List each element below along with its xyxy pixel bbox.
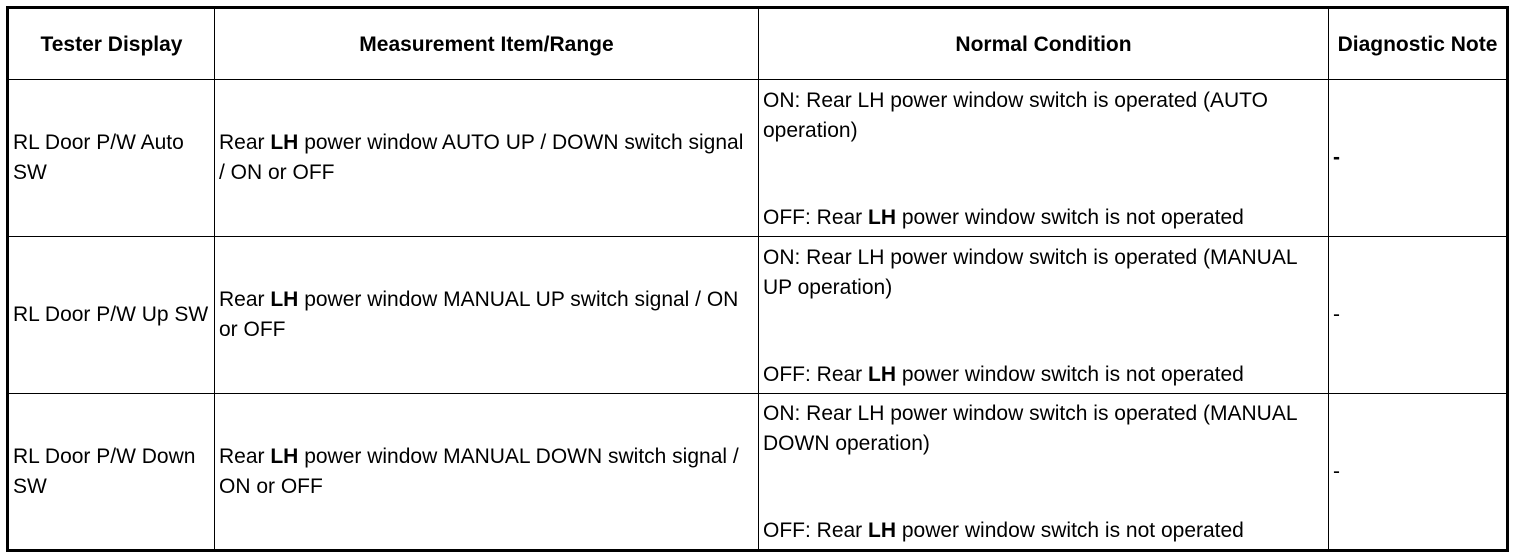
data-table xyxy=(6,6,1509,552)
cell-measurement: Rear LH power window MANUAL UP switch signal / ON or OFF xyxy=(215,237,759,394)
cell-tester-display: RL Door P/W Up SW xyxy=(8,237,215,394)
table-row xyxy=(8,80,1508,237)
cell-tester-display: RL Door P/W Down SW xyxy=(8,394,215,551)
header-row xyxy=(8,8,1508,80)
condition-on: ON: Rear LH power window switch is operated (MANUAL UP operation) xyxy=(763,245,1297,299)
condition-off: OFF: Rear LH power window switch is not operated xyxy=(763,519,1244,542)
condition-on: ON: Rear LH power window switch is operated (AUTO operation) xyxy=(763,88,1268,142)
cell-tester-display: RL Door P/W Auto SW xyxy=(8,80,215,237)
condition-off: OFF: Rear LH power window switch is not operated xyxy=(763,362,1244,386)
cell-normal-condition xyxy=(759,80,1329,237)
cell-normal-condition xyxy=(759,394,1329,551)
header-diagnostic-note: Diagnostic Note xyxy=(1329,8,1508,80)
header-measurement: Measurement Item/Range xyxy=(215,8,759,80)
table-row xyxy=(8,394,1508,551)
cell-measurement: Rear LH power window AUTO UP / DOWN switch signal / ON or OFF xyxy=(215,80,759,237)
cell-diagnostic-note: - xyxy=(1329,394,1508,551)
header-normal-condition: Normal Condition xyxy=(759,8,1329,80)
cell-diagnostic-note: - xyxy=(1329,80,1508,237)
header-tester-display: Tester Display xyxy=(8,8,215,80)
condition-off: OFF: Rear LH power window switch is not operated xyxy=(763,205,1244,229)
cell-measurement: Rear LH power window MANUAL DOWN switch signal / ON or OFF xyxy=(215,394,759,551)
cell-diagnostic-note: - xyxy=(1329,237,1508,394)
cell-normal-condition xyxy=(759,237,1329,394)
table-row xyxy=(8,237,1508,394)
condition-on: ON: Rear LH power window switch is operated (MANUAL DOWN operation) xyxy=(763,402,1297,455)
